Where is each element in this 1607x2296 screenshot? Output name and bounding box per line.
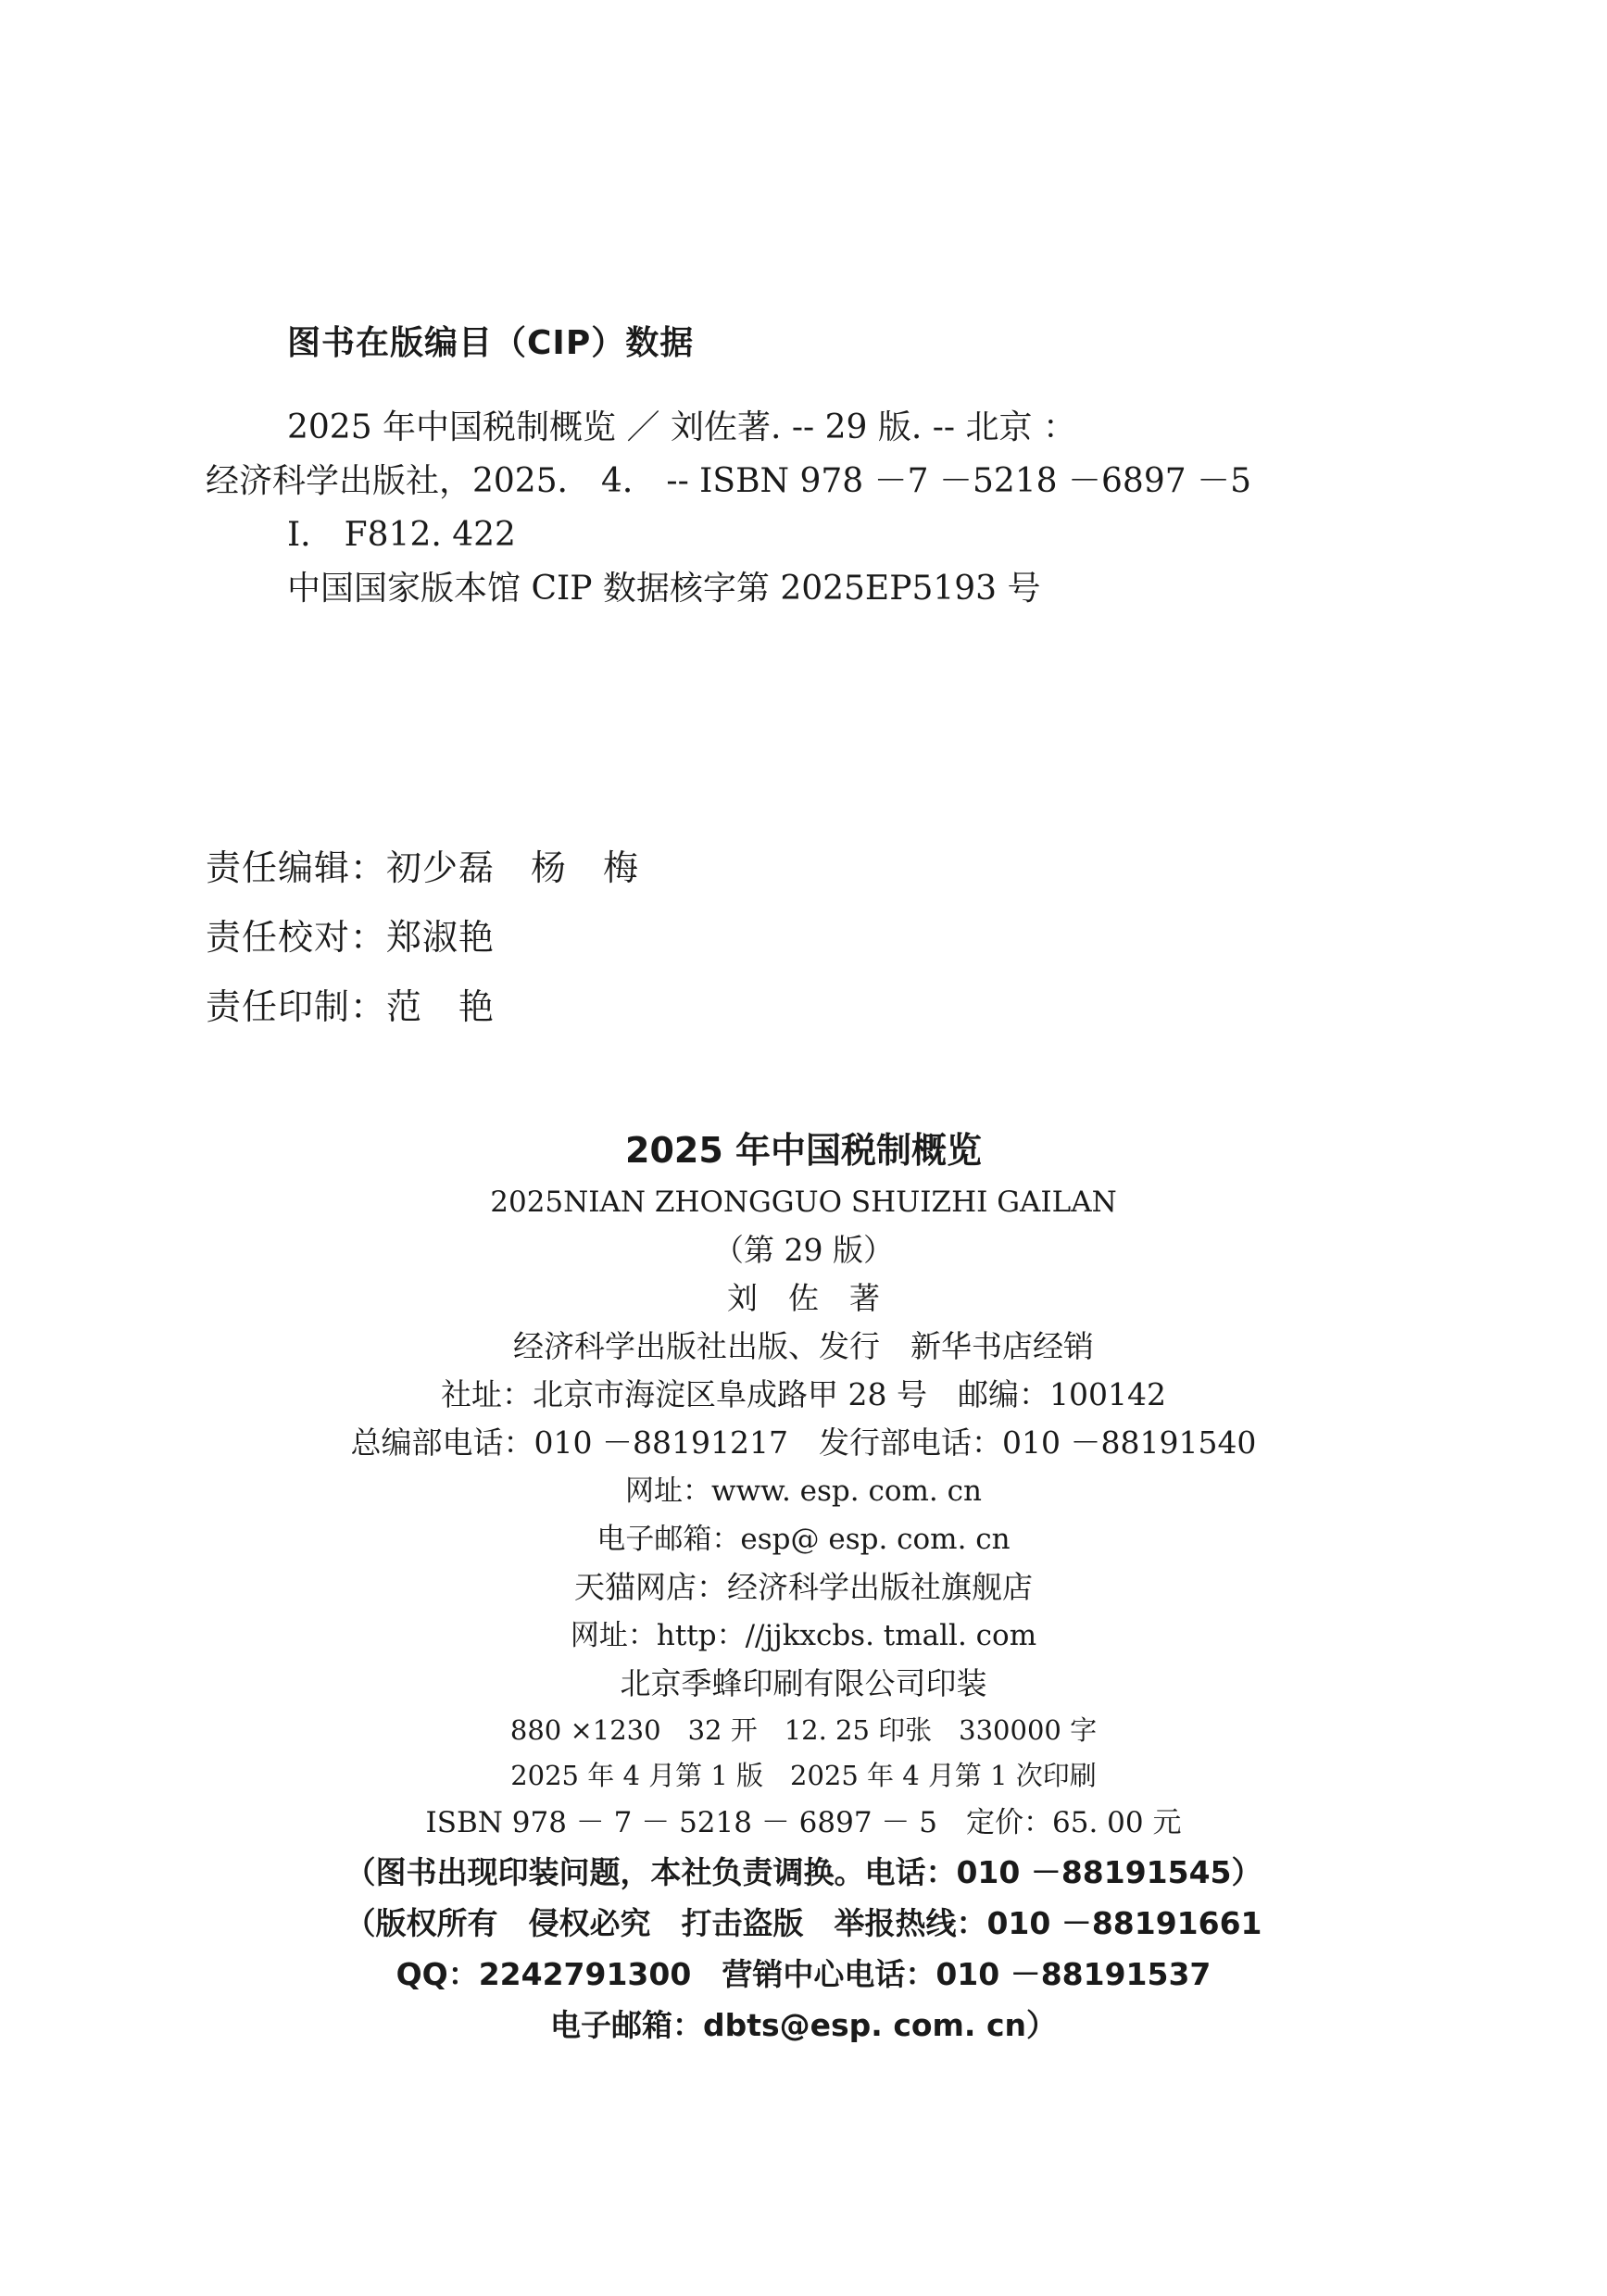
printer: 北京季蜂印刷有限公司印装	[620, 1665, 987, 1701]
author: 刘 佐 著	[727, 1280, 880, 1316]
credit-label: 责任印制：	[206, 986, 387, 1027]
tmall-url: 网址：http：//jjkxcbs. tmall. com	[570, 1619, 1037, 1652]
book-title: 2025 年中国税制概览	[625, 1130, 982, 1171]
credit-value: 郑淑艳	[386, 917, 496, 958]
responsibility-credits	[206, 834, 639, 1042]
cip-record-number-line: 中国国家版本馆 CIP 数据核字第 2025EP5193 号	[287, 570, 1041, 608]
cip-classification-line: Ⅰ． F812. 422	[287, 516, 516, 554]
cip-title-line: 2025 年中国税制概览 ／ 刘佐著. -- 29 版. -- 北京 ：	[287, 408, 1076, 446]
cip-heading: 图书在版编目（CIP）数据	[287, 324, 695, 362]
isbn-price: ISBN 978 － 7 － 5218 － 6897 － 5 定价：65. 00 元	[425, 1806, 1182, 1839]
credit-value: 初少磊 杨 梅	[386, 847, 640, 888]
tmall-store: 天猫网店：经济科学出版社旗舰店	[574, 1569, 1033, 1605]
credit-printing	[206, 972, 639, 1042]
specs: 880 ×1230 32 开 12. 25 印张 330000 字	[509, 1714, 1098, 1746]
credit-proofreader	[206, 903, 639, 972]
book-title-pinyin: 2025NIAN ZHONGGUO SHUIZHI GAILAN	[490, 1186, 1117, 1219]
notice-copyright: （版权所有 侵权必究 打击盗版 举报热线：010 －88191661	[345, 1905, 1262, 1941]
email: 电子邮箱：esp@ esp. com. cn	[596, 1523, 1011, 1556]
notice-contact: QQ：2242791300 营销中心电话：010 －88191537	[395, 1956, 1212, 1992]
notice-printing-issues: （图书出现印装问题，本社负责调换。电话：010 －88191545）	[345, 1854, 1262, 1890]
publisher: 经济科学出版社出版、发行 新华书店经销	[513, 1328, 1094, 1364]
print-dates: 2025 年 4 月第 1 版 2025 年 4 月第 1 次印刷	[510, 1760, 1097, 1791]
address: 社址：北京市海淀区阜成路甲 28 号 邮编：100142	[441, 1376, 1166, 1412]
phones: 总编部电话：010 －88191217 发行部电话：010 －88191540	[350, 1424, 1257, 1461]
credit-value: 范 艳	[386, 986, 496, 1027]
notice-email: 电子邮箱：dbts@esp. com. cn）	[549, 2007, 1058, 2043]
credit-label: 责任校对：	[206, 917, 387, 958]
credit-label: 责任编辑：	[206, 847, 387, 888]
edition: （第 29 版）	[713, 1232, 894, 1268]
cip-publisher-isbn-line: 经济科学出版社，2025． 4． -- ISBN 978 －7 －5218 －6897 －5	[206, 462, 1251, 500]
imprint-block	[0, 1123, 1607, 2051]
credit-editor	[206, 834, 639, 903]
website: 网址：www. esp. com. cn	[625, 1474, 982, 1508]
